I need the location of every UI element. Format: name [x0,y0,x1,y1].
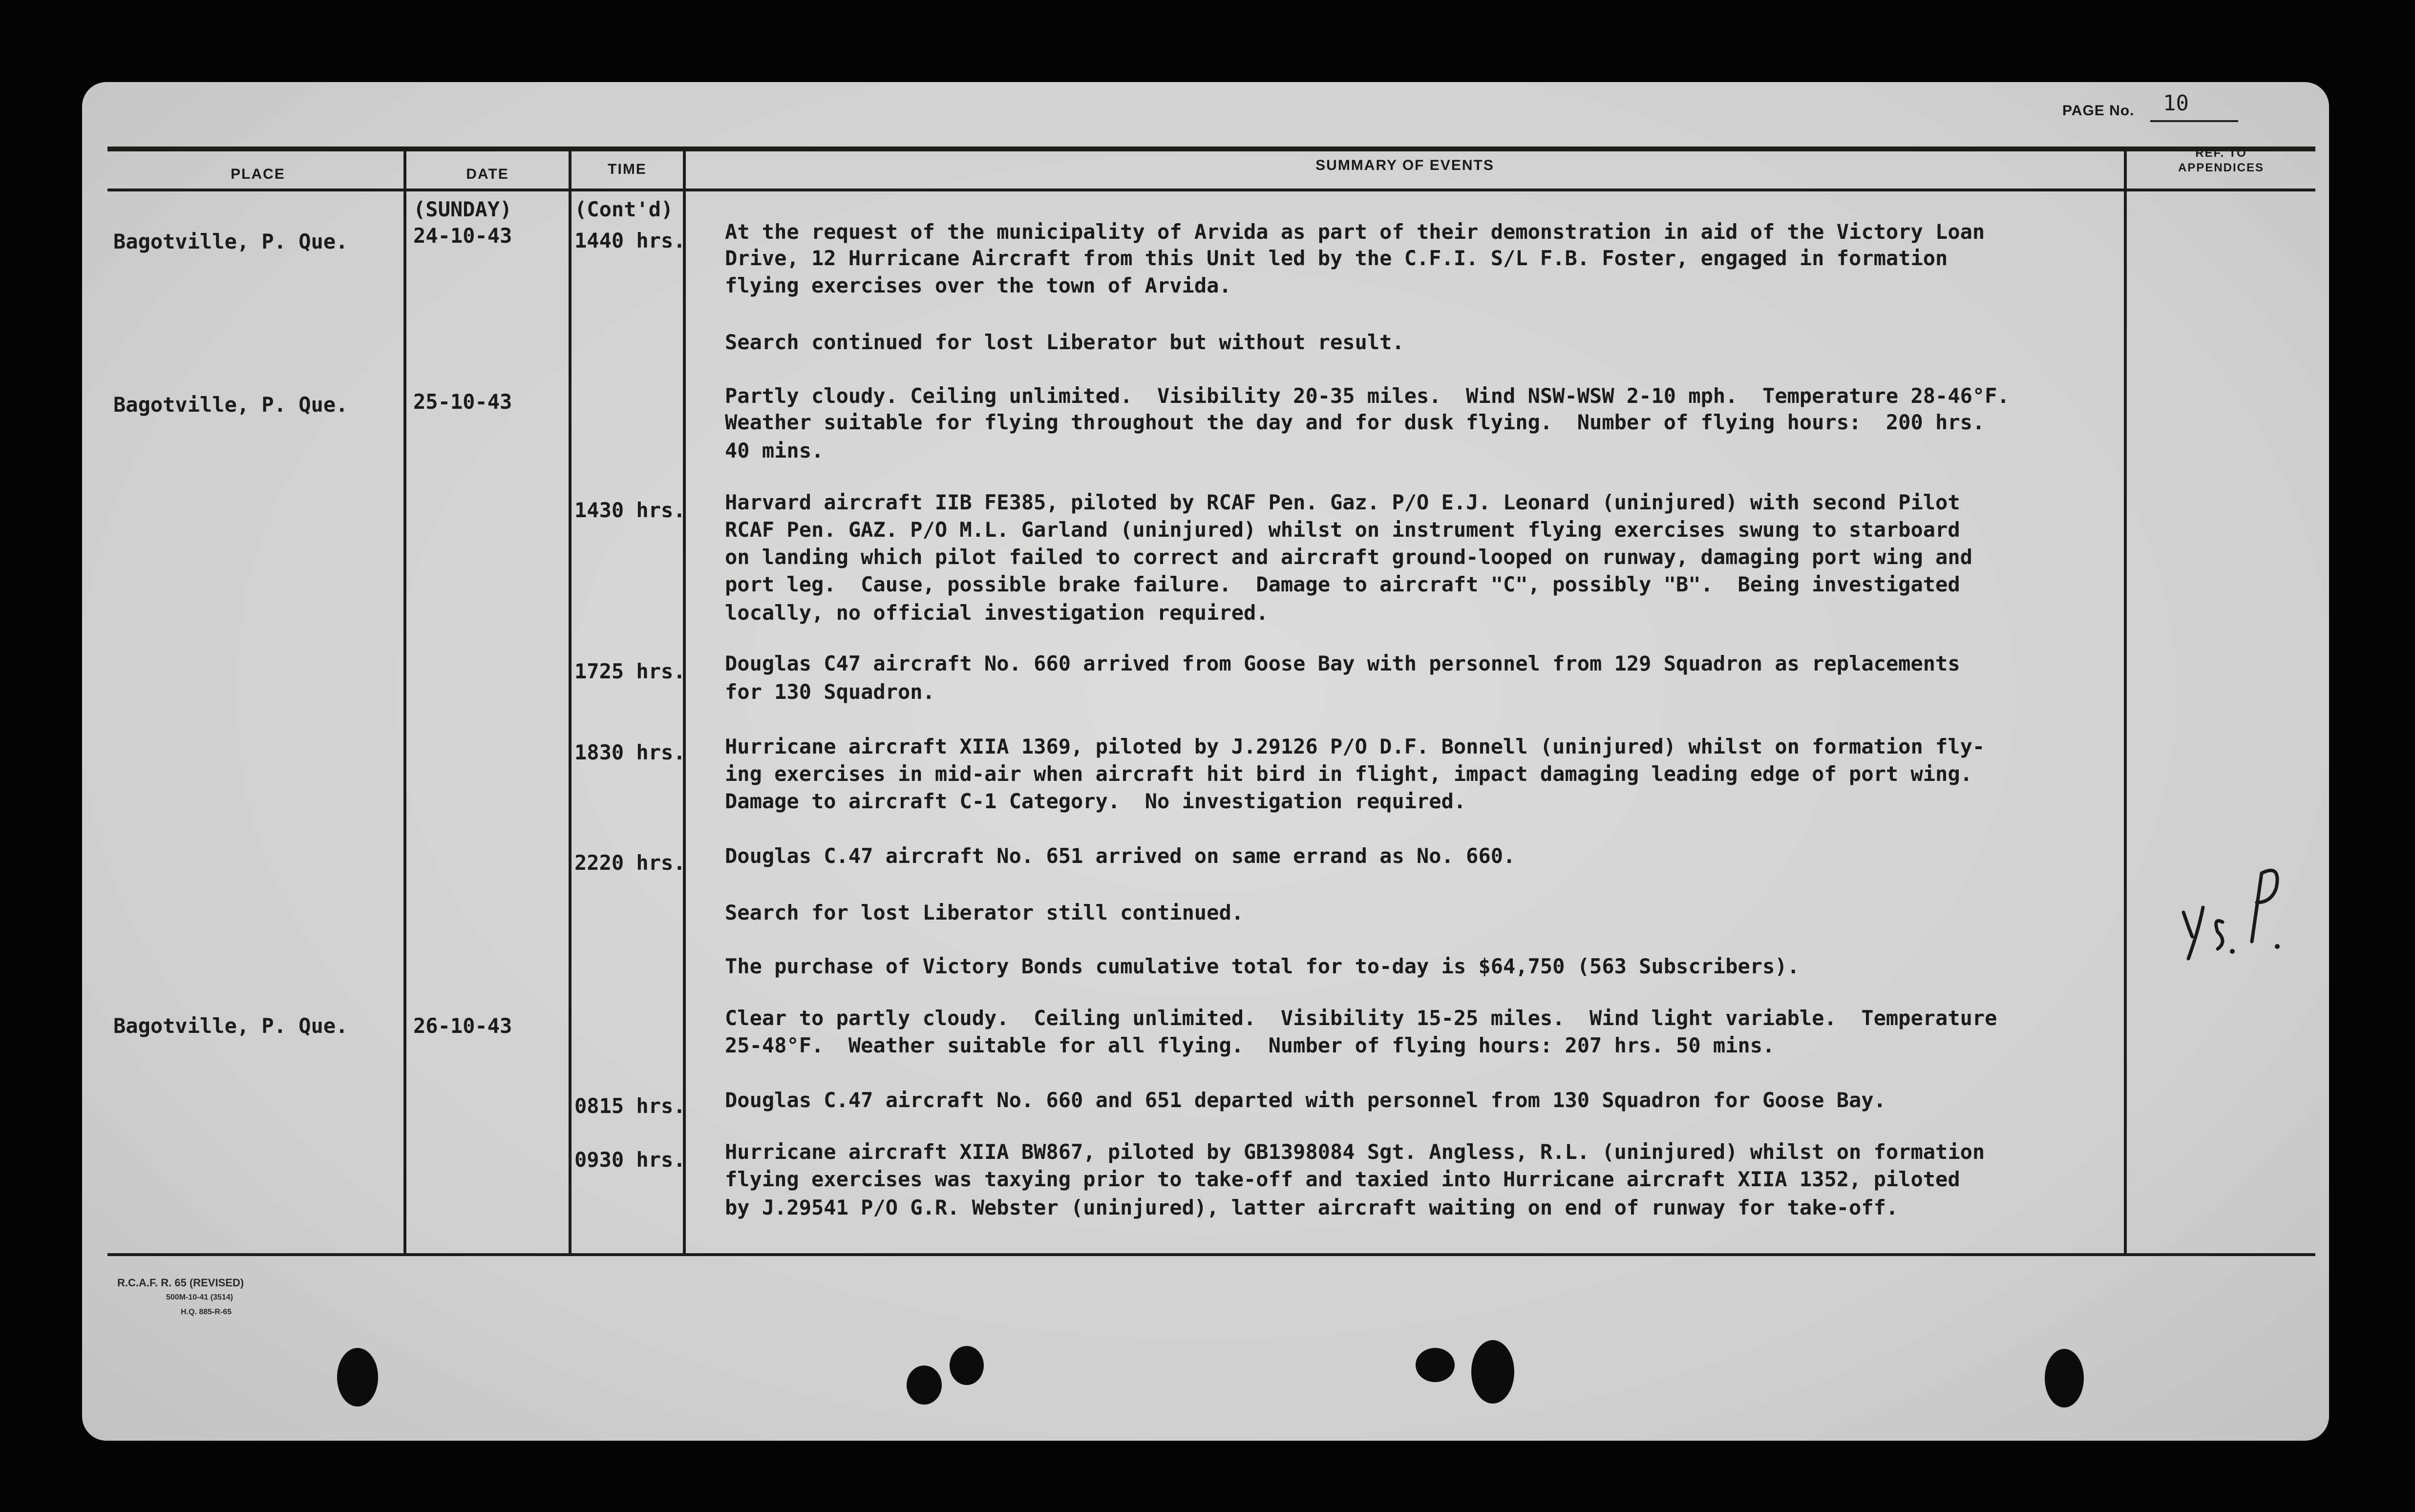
entry-time: 1440 hrs. [574,229,686,252]
header-ref-line1: REF. TO [2195,147,2247,160]
entry-line: for 130 Squadron. [725,680,935,704]
form-line: H.Q. 885-R-65 [181,1308,232,1316]
handwritten-initials [2169,854,2296,961]
page-number: 10 [2163,91,2189,116]
entry-time: 1725 hrs. [574,659,686,683]
header-place: PLACE [231,166,285,182]
col-divider-summary-ref [2124,147,2127,1255]
entry-line: 40 mins. [725,439,824,462]
form-line: R.C.A.F. R. 65 (REVISED) [117,1277,244,1289]
entry-line: locally, no official investigation required. [725,601,1269,625]
entry-date: 24-10-43 [413,224,512,248]
entry-line: The purchase of Victory Bonds cumulative total for to-day is $64,750 (563 Subscribers). [725,954,1800,978]
col-divider-time-summary [683,147,686,1255]
entry-line: Clear to partly cloudy. Ceiling unlimited. Visibility 15-25 miles. Wind light variable. Temperature [725,1006,1997,1030]
entry-place: Bagotville, P. Que. [113,230,348,253]
entry-line: Drive, 12 Hurricane Aircraft from this Unit led by the C.F.I. S/L F.B. Foster, engaged in formation [725,246,1948,270]
binder-hole [337,1348,378,1407]
entry-line: Search continued for lost Liberator but without result. [725,330,1404,354]
header-time: TIME [608,161,647,177]
entry-line: flying exercises was taxying prior to take-off and taxied into Hurricane aircraft XIIA 1352, piloted [725,1167,1960,1191]
entry-line: 25-48°F. Weather suitable for all flying. Number of flying hours: 207 hrs. 50 mins. [725,1033,1775,1057]
binder-hole [1416,1348,1455,1382]
date-day: (SUNDAY) [413,197,512,221]
entry-time: 1830 hrs. [574,740,686,764]
entry-line: RCAF Pen. GAZ. P/O M.L. Garland (uninjured) whilst on instrument flying exercises swung to starboard [725,518,1960,542]
entry-line: on landing which pilot failed to correct and aircraft ground-looped on runway, damaging port wing and [725,545,1972,569]
entry-line: Harvard aircraft IIB FE385, piloted by RCAF Pen. Gaz. P/O E.J. Leonard (uninjured) with second Pilot [725,490,1960,514]
entry-line: by J.29541 P/O G.R. Webster (uninjured), latter aircraft waiting on end of runway for take-off. [725,1196,1899,1219]
entry-line: At the request of the municipality of Arvida as part of their demonstration in aid of the Victory Loan [725,220,1985,244]
entry-line: Douglas C47 aircraft No. 660 arrived from Goose Bay with personnel from 129 Squadron as replacements [725,651,1960,675]
entry-place: Bagotville, P. Que. [113,1014,348,1038]
entry-line: Search for lost Liberator still continued. [725,901,1244,924]
entry-line: port leg. Cause, possible brake failure. Damage to aircraft "C", possibly "B". Being investigated [725,572,1960,596]
binder-hole [907,1365,942,1405]
page-number-underline [2150,120,2238,122]
form-line: 500M-10-41 (3514) [166,1293,233,1302]
col-divider-date-time [569,147,572,1255]
page-number-label: PAGE No. [2062,103,2135,119]
time-contd: (Cont'd) [574,197,674,221]
entry-time: 2220 hrs. [574,851,686,875]
col-divider-place-date [403,147,406,1255]
header-ref-line2: APPENDICES [2178,161,2265,174]
entry-line: ing exercises in mid-air when aircraft hit bird in flight, impact damaging leading edge of port wing. [725,762,1972,786]
entry-time: 0815 hrs. [574,1094,686,1118]
entry-line: Douglas C.47 aircraft No. 651 arrived on same errand as No. 660. [725,844,1516,868]
entry-time: 1430 hrs. [574,498,686,522]
header-summary: SUMMARY OF EVENTS [1315,157,1494,173]
entry-place: Bagotville, P. Que. [113,393,348,417]
entry-line: Douglas C.47 aircraft No. 660 and 651 departed with personnel from 130 Squadron for Goose Bay. [725,1088,1886,1112]
entry-date: 26-10-43 [413,1014,512,1038]
header-date: DATE [466,166,509,182]
table-bottom-rule [107,1253,2315,1256]
form-number [117,1276,244,1320]
entry-line: Weather suitable for flying throughout the day and for dusk flying. Number of flying hours: 200 hrs. [725,410,1985,434]
entry-date: 25-10-43 [413,390,512,414]
binder-hole [1471,1340,1514,1404]
entry-time: 0930 hrs. [574,1148,686,1172]
binder-hole [2045,1349,2084,1407]
header-bottom-rule [107,189,2315,191]
entry-line: flying exercises over the town of Arvida. [725,273,1231,297]
entry-line: Partly cloudy. Ceiling unlimited. Visibility 20-35 miles. Wind NSW-WSW 2-10 mph. Temperature 28-46°F. [725,384,2010,408]
entry-line: Hurricane aircraft XIIA 1369, piloted by J.29126 P/O D.F. Bonnell (uninjured) whilst on formation fly- [725,735,1985,758]
header-top-rule [107,147,2315,151]
entry-line: Damage to aircraft C-1 Category. No investigation required. [725,789,1466,813]
binder-hole [950,1346,984,1385]
entry-line: Hurricane aircraft XIIA BW867, piloted by GB1398084 Sgt. Angless, R.L. (uninjured) whilst on formation [725,1140,1985,1164]
